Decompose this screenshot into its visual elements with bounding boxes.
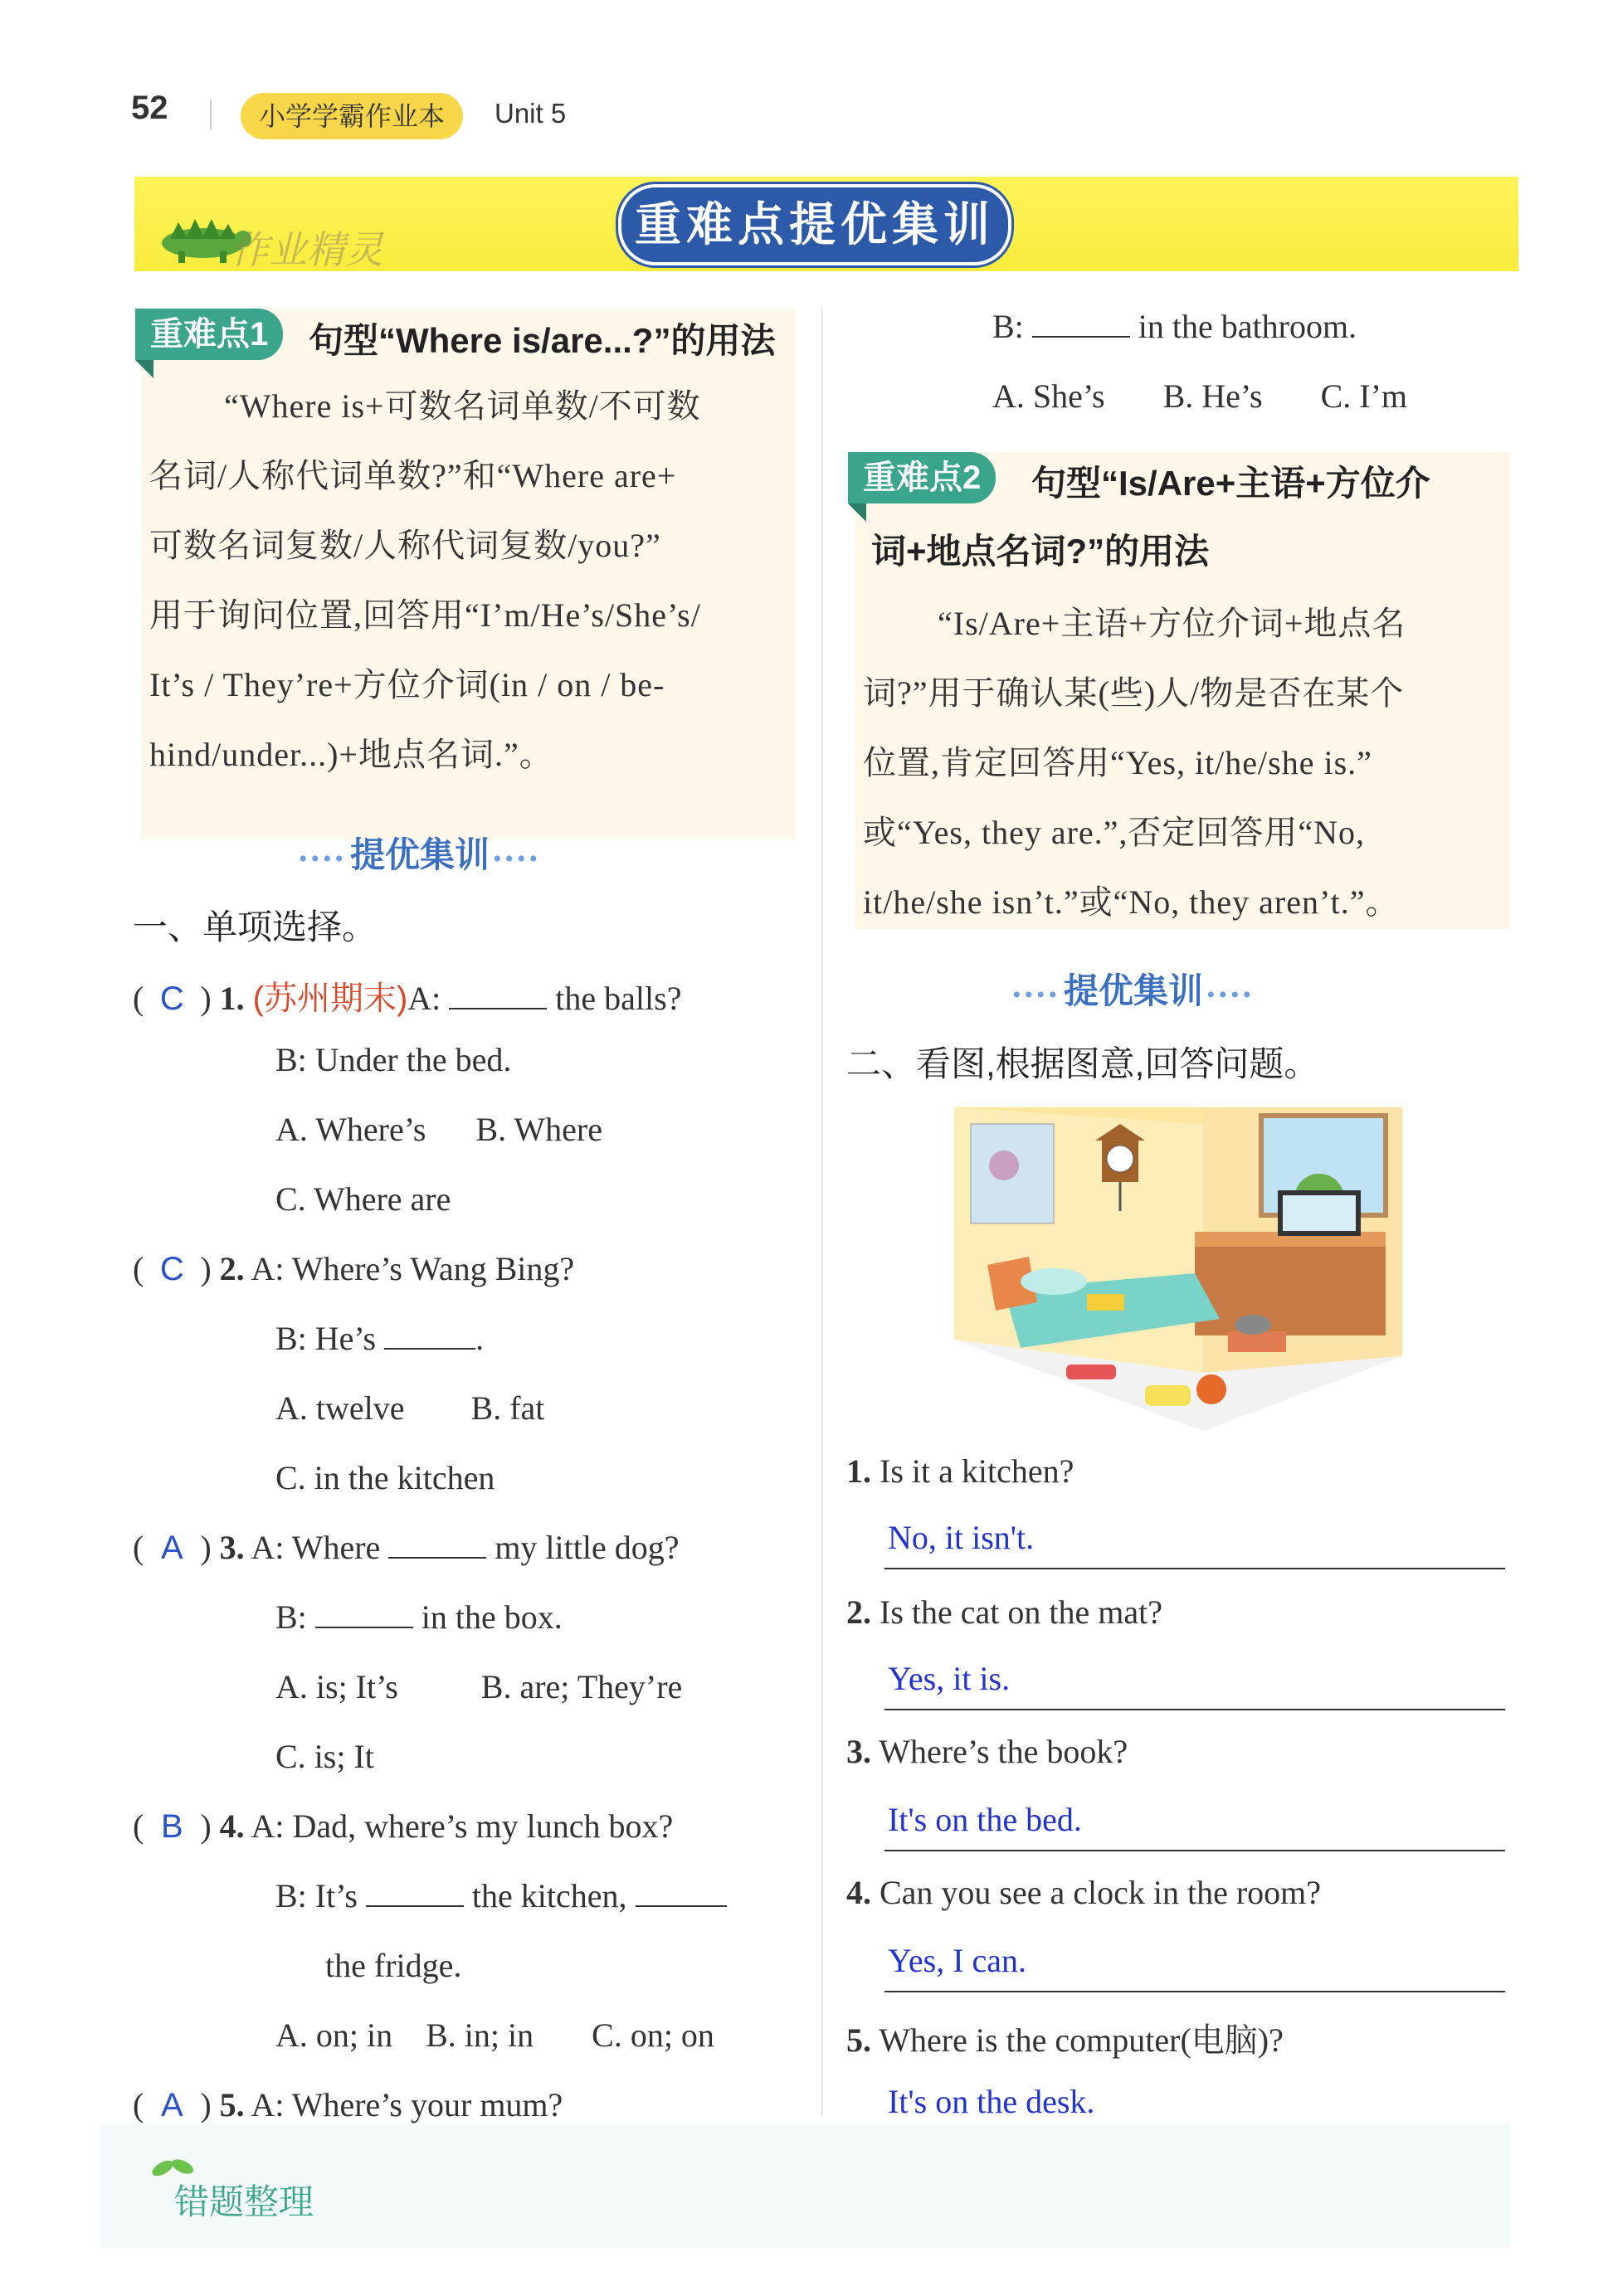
answer-line <box>884 1991 1505 1992</box>
dots-decoration: •••• <box>299 845 348 873</box>
question-1-options: A. Where’s B. Where <box>275 1111 602 1148</box>
answer-5: A <box>160 2087 183 2123</box>
question-3: ( A ) 3. A: Where my little dog? <box>133 1529 680 1566</box>
bedroom-illustration <box>954 1107 1402 1431</box>
question-number: 2. <box>219 1250 245 1287</box>
tag-fold <box>848 503 866 522</box>
question-5-options: A. She’s B. He’s C. I’m <box>992 377 1407 415</box>
key-point-1-title: 句型“Where is/are...?”的用法 <box>309 321 776 360</box>
question-4-options: A. on; in B. in; in C. on; on <box>275 2016 714 2054</box>
answer-blank <box>1032 308 1130 338</box>
question-3-options-2: C. is; It <box>275 1738 374 1775</box>
qa-answer-4: Yes, I can. <box>888 1942 1027 1979</box>
text-line: It’s / They’re+方位介词(in / on / be- <box>149 666 665 703</box>
answer-blank <box>449 980 547 1009</box>
answer-2: C <box>159 1251 184 1287</box>
question-number: 3. <box>219 1529 245 1566</box>
answer-blank <box>388 1529 486 1559</box>
key-point-1-text <box>149 372 780 790</box>
text-line: “Is/Are+主语+方位介词+地点名 <box>938 605 1406 642</box>
question-5: ( A ) 5. A: Where’s your mum? <box>133 2086 563 2123</box>
question-number: 1. <box>219 980 245 1017</box>
column-divider <box>821 309 823 2117</box>
question-1: ( C ) 1. (苏州期末)A: the balls? <box>133 980 682 1017</box>
text-line: 可数名词复数/人称代词复数/you?” <box>149 527 661 564</box>
answer-4: B <box>160 1808 183 1845</box>
answer-1: C <box>159 980 184 1017</box>
key-point-2-text <box>863 589 1502 937</box>
page-number: 52 <box>131 90 168 126</box>
answer-line <box>884 1709 1505 1710</box>
drill-label: 提优集训 <box>350 835 490 874</box>
question-2: ( C ) 2. A: Where’s Wang Bing? <box>133 1250 575 1287</box>
question-4-b: B: It’s the kitchen, <box>275 1876 727 1915</box>
question-4: ( B ) 4. A: Dad, where’s my lunch box? <box>133 1807 674 1845</box>
qa-question-2: 2. Is the cat on the mat? <box>846 1593 1162 1631</box>
answer-3: A <box>160 1530 183 1566</box>
answer-blank <box>384 1320 475 1350</box>
question-4-b-line2: the fridge. <box>325 1947 462 1984</box>
key-point-1-tag: 重难点1 <box>135 309 283 360</box>
text-line: it/he/she isn’t.”或“No, they aren’t.”。 <box>863 883 1400 921</box>
unit-label: Unit 5 <box>495 98 567 129</box>
question-2-b: B: He’s . <box>275 1320 485 1357</box>
drill-heading-right <box>1012 964 1255 1014</box>
dots-decoration: •••• <box>493 845 542 873</box>
drill-label: 提优集训 <box>1064 971 1204 1010</box>
qa-question-5: 5. Where is the computer(电脑)? <box>846 2021 1284 2059</box>
watermark-logo: 作业精灵 <box>231 227 383 272</box>
qa-answer-3: It's on the bed. <box>888 1801 1082 1838</box>
text-line: 用于询问位置,回答用“I’m/He’s/She’s/ <box>149 596 701 634</box>
text-line: hind/under...)+地点名词.”。 <box>149 736 553 773</box>
answer-line <box>884 1850 1505 1851</box>
section-2-title: 二、看图,根据图意,回答问题。 <box>846 1044 1319 1083</box>
qa-question-1: 1. Is it a kitchen? <box>846 1452 1074 1490</box>
qa-answer-2: Yes, it is. <box>888 1660 1011 1697</box>
answer-line <box>884 1568 1505 1569</box>
question-3-b: B: in the box. <box>275 1598 563 1636</box>
key-point-2-title-2: 词+地点名词?”的用法 <box>871 532 1210 571</box>
text-line: 位置,肯定回答用“Yes, it/he/she is.” <box>863 744 1372 781</box>
qa-answer-5: It's on the desk. <box>888 2083 1095 2120</box>
answer-blank <box>636 1877 727 1907</box>
question-3-options: A. is; It’s B. are; They’re <box>275 1668 683 1705</box>
question-1-options-2: C. Where are <box>275 1180 451 1218</box>
error-review-label: 错题整理 <box>174 2182 314 2221</box>
question-5-b: B: in the bathroom. <box>992 308 1357 345</box>
text-line: 名词/人称代词单数?”和“Where are+ <box>149 457 677 494</box>
question-number: 4. <box>219 1807 245 1845</box>
dots-decoration: •••• <box>1012 981 1061 1009</box>
header-divider <box>210 100 212 129</box>
question-1-b: B: Under the bed. <box>275 1041 512 1078</box>
text-line: “Where is+可数名词单数/不可数 <box>224 387 701 425</box>
book-title-badge: 小学学霸作业本 <box>241 93 463 139</box>
answer-blank <box>315 1598 413 1628</box>
drill-heading-left <box>299 828 541 878</box>
question-source: (苏州期末) <box>252 980 408 1017</box>
key-point-2-title: 句型“Is/Are+主语+方位介 <box>1031 464 1430 503</box>
question-number: 5. <box>219 2086 245 2123</box>
key-point-2-tag: 重难点2 <box>848 452 996 503</box>
text-line: 或“Yes, they are.”,否定回答用“No, <box>863 814 1366 851</box>
answer-blank <box>366 1877 464 1907</box>
qa-answer-1: No, it isn't. <box>888 1519 1035 1556</box>
section-1-title: 一、单项选择。 <box>133 907 378 946</box>
banner-title: 重难点提优集训 <box>618 184 1011 265</box>
question-2-options: A. twelve B. fat <box>275 1389 545 1427</box>
qa-question-3: 3. Where’s the book? <box>846 1733 1128 1770</box>
question-2-options-2: C. in the kitchen <box>275 1459 495 1496</box>
text-line: 词?”用于确认某(些)人/物是否在某个 <box>863 674 1405 712</box>
dots-decoration: •••• <box>1206 981 1255 1009</box>
qa-question-4: 4. Can you see a clock in the room? <box>846 1874 1322 1911</box>
